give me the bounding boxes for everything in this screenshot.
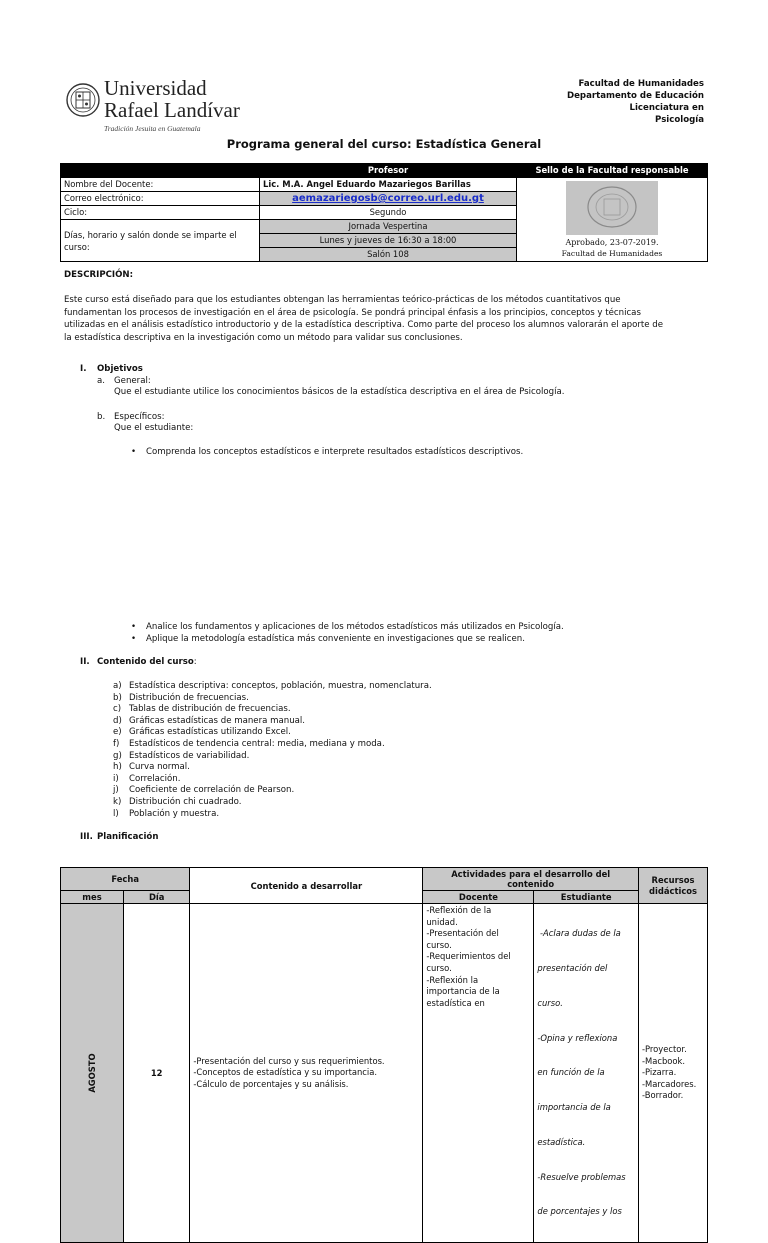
month-label: AGOSTO xyxy=(87,1053,97,1093)
list-item: g) Estadísticos de variabilidad. xyxy=(113,750,250,761)
recurso-item: -Proyector. xyxy=(642,1044,687,1055)
estudiante-cell xyxy=(534,904,639,1243)
page-title: Programa general del curso: Estadística General xyxy=(226,137,542,151)
course-info-table xyxy=(60,163,708,262)
docente-line: -Reflexión la xyxy=(426,974,479,985)
recurso-item: -Pizarra. xyxy=(642,1067,677,1078)
descripcion-line: fundamentan los procesos de investigación en el área de psicología. Se pondrá principal énfasis a los principios, conceptos y técnicas xyxy=(64,307,641,318)
email-link[interactable]: aemazariegosb@correo.url.edu.gt xyxy=(260,192,517,206)
contenido-list xyxy=(113,681,432,820)
docente-cell xyxy=(423,904,534,1243)
value-salon: Salón 108 xyxy=(260,248,517,262)
header-fecha: Fecha xyxy=(61,868,190,891)
bullet-dot: • xyxy=(131,447,137,457)
estudiante-line: -Resuelve problemas xyxy=(537,1171,626,1182)
faculty-line-1: Facultad de Humanidades xyxy=(578,79,704,89)
planificacion-heading: Planificación xyxy=(97,832,159,842)
especificos-title: Específicos: xyxy=(114,412,165,422)
contenido-heading-wrap: Contenido del curso: xyxy=(97,657,197,667)
list-item: h) Curva normal. xyxy=(113,762,190,773)
header-actividades: Actividades para el desarrollo del contenido xyxy=(423,868,639,891)
list-item: f) Estadísticos de tendencia central: media, mediana y moda. xyxy=(113,738,385,749)
estudiante-line: importancia de la xyxy=(537,1102,611,1113)
recurso-item: -Marcadores. xyxy=(642,1078,697,1089)
stamp-cell xyxy=(517,178,708,262)
header-blank-cell xyxy=(61,164,260,178)
docente-line: -Requerimientos del xyxy=(426,951,511,962)
estudiante-line: -Opina y reflexiona xyxy=(537,1032,618,1043)
label-horario: Días, horario y salón donde se imparte el curso: xyxy=(61,220,260,262)
header-sello: Sello de la Facultad responsable xyxy=(517,164,708,178)
header-estudiante: Estudiante xyxy=(534,891,639,904)
bullet-dot: • xyxy=(131,634,137,644)
docente-line: -Presentación del xyxy=(426,928,499,939)
descripcion-line: Este curso está diseñado para que los estudiantes obtengan las herramientas teórico-prácticas de los métodos cuantitativos que xyxy=(64,295,621,305)
estudiante-line: -Aclara dudas de la xyxy=(537,928,621,939)
docente-line: estadística en xyxy=(426,997,485,1008)
header-recursos: Recursos didácticos xyxy=(639,868,708,904)
descripcion-heading: DESCRIPCIÓN: xyxy=(64,270,134,280)
day-cell: 12 xyxy=(124,904,190,1243)
faculty-line-4: Psicología xyxy=(655,115,704,125)
list-item: l) Población y muestra. xyxy=(113,808,220,819)
docente-line: importancia de la xyxy=(426,986,500,997)
objective-bullet: Comprenda los conceptos estadísticos e interprete resultados estadísticos descriptivos. xyxy=(146,447,524,457)
docente-line: unidad. xyxy=(426,916,458,927)
list-item: b) Distribución de frecuencias. xyxy=(113,692,249,703)
descripcion-text xyxy=(64,294,704,344)
faculty-line-3: Licenciatura en xyxy=(629,103,704,113)
objetivos-number: I. xyxy=(80,364,87,374)
list-item: k) Distribución chi cuadrado. xyxy=(113,796,242,807)
contenido-cell xyxy=(190,904,423,1243)
value-ciclo: Segundo xyxy=(260,206,517,220)
estudiante-line: estadística. xyxy=(537,1136,586,1147)
university-seal-logo xyxy=(66,78,100,129)
docente-line: curso. xyxy=(426,962,452,973)
general-letter: a. xyxy=(97,376,105,386)
estudiante-line: de porcentajes y los xyxy=(537,1206,622,1217)
descripcion-line: la estadística descriptiva en la investigación como un método para validar sus conclusiones. xyxy=(64,332,463,343)
objetivos-heading: Objetivos xyxy=(97,364,143,374)
contenido-line: -Presentación del curso y sus requerimientos. xyxy=(193,1055,385,1066)
recurso-item: -Macbook. xyxy=(642,1055,686,1066)
planificacion-number: III. xyxy=(80,832,93,842)
bullet-dot: • xyxy=(131,622,137,632)
stamp-approved-text: Aprobado, 23-07-2019. xyxy=(565,238,659,247)
header-mes: mes xyxy=(61,891,124,904)
general-text: Que el estudiante utilice los conocimientos básicos de la estadística descriptiva en el área de Psicología. xyxy=(114,387,565,397)
objective-bullet: Analice los fundamentos y aplicaciones de los métodos estadísticos más utilizados en Psicología. xyxy=(146,622,564,632)
stamp-faculty-text: Facultad de Humanidades xyxy=(561,249,663,258)
recurso-item: -Borrador. xyxy=(642,1090,684,1101)
month-cell xyxy=(61,904,124,1243)
value-horario: Lunes y jueves de 16:30 a 18:00 xyxy=(260,234,517,248)
estudiante-line: en función de la xyxy=(537,1067,605,1078)
list-item: i) Correlación. xyxy=(113,773,181,784)
docente-line: -Reflexión de la xyxy=(426,905,492,915)
header-docente: Docente xyxy=(423,891,534,904)
list-item: a) Estadística descriptiva: conceptos, población, muestra, nomenclatura. xyxy=(113,681,432,691)
especificos-intro: Que el estudiante: xyxy=(114,423,194,433)
contenido-line: -Conceptos de estadística y su importancia. xyxy=(193,1067,378,1078)
label-nombre-docente: Nombre del Docente: xyxy=(61,178,260,192)
university-name-line1: Universidad xyxy=(104,76,207,100)
planning-table xyxy=(60,867,708,1243)
contenido-heading: Contenido del curso xyxy=(97,657,194,667)
header-dia: Día xyxy=(124,891,190,904)
university-tagline: Tradición Jesuita en Guatemala xyxy=(104,124,201,133)
list-item: c) Tablas de distribución de frecuencias. xyxy=(113,704,291,715)
general-title: General: xyxy=(114,376,151,386)
descripcion-line: utilizadas en el análisis estadístico introductorio y de la estadística descriptiva. Como parte del proceso los alumnos valorarán el aporte de xyxy=(64,320,664,330)
especificos-letter: b. xyxy=(97,412,106,422)
estudiante-line: presentación del xyxy=(537,962,608,973)
recursos-cell xyxy=(639,904,708,1243)
estudiante-line: curso. xyxy=(537,997,563,1008)
docente-line: curso. xyxy=(426,939,452,950)
value-jornada: Jornada Vespertina xyxy=(260,220,517,234)
header-profesor: Profesor xyxy=(260,164,517,178)
faculty-line-2: Departamento de Educación xyxy=(566,91,704,101)
contenido-number: II. xyxy=(80,657,90,667)
label-ciclo: Ciclo: xyxy=(61,206,260,220)
value-nombre-docente: Lic. M.A. Angel Eduardo Mazariegos Barillas xyxy=(260,178,517,192)
label-correo: Correo electrónico: xyxy=(61,192,260,206)
faculty-stamp-image xyxy=(566,181,658,235)
list-item: d) Gráficas estadísticas de manera manual. xyxy=(113,715,306,726)
list-item: j) Coeficiente de correlación de Pearson. xyxy=(113,785,295,796)
university-name-line2: Rafael Landívar xyxy=(104,98,240,122)
contenido-line: -Cálculo de porcentajes y su análisis. xyxy=(193,1078,349,1089)
header-contenido: Contenido a desarrollar xyxy=(190,868,423,904)
list-item: e) Gráficas estadísticas utilizando Excel. xyxy=(113,727,291,738)
objective-bullet: Aplique la metodología estadística más conveniente en investigaciones que se realicen. xyxy=(146,634,525,644)
